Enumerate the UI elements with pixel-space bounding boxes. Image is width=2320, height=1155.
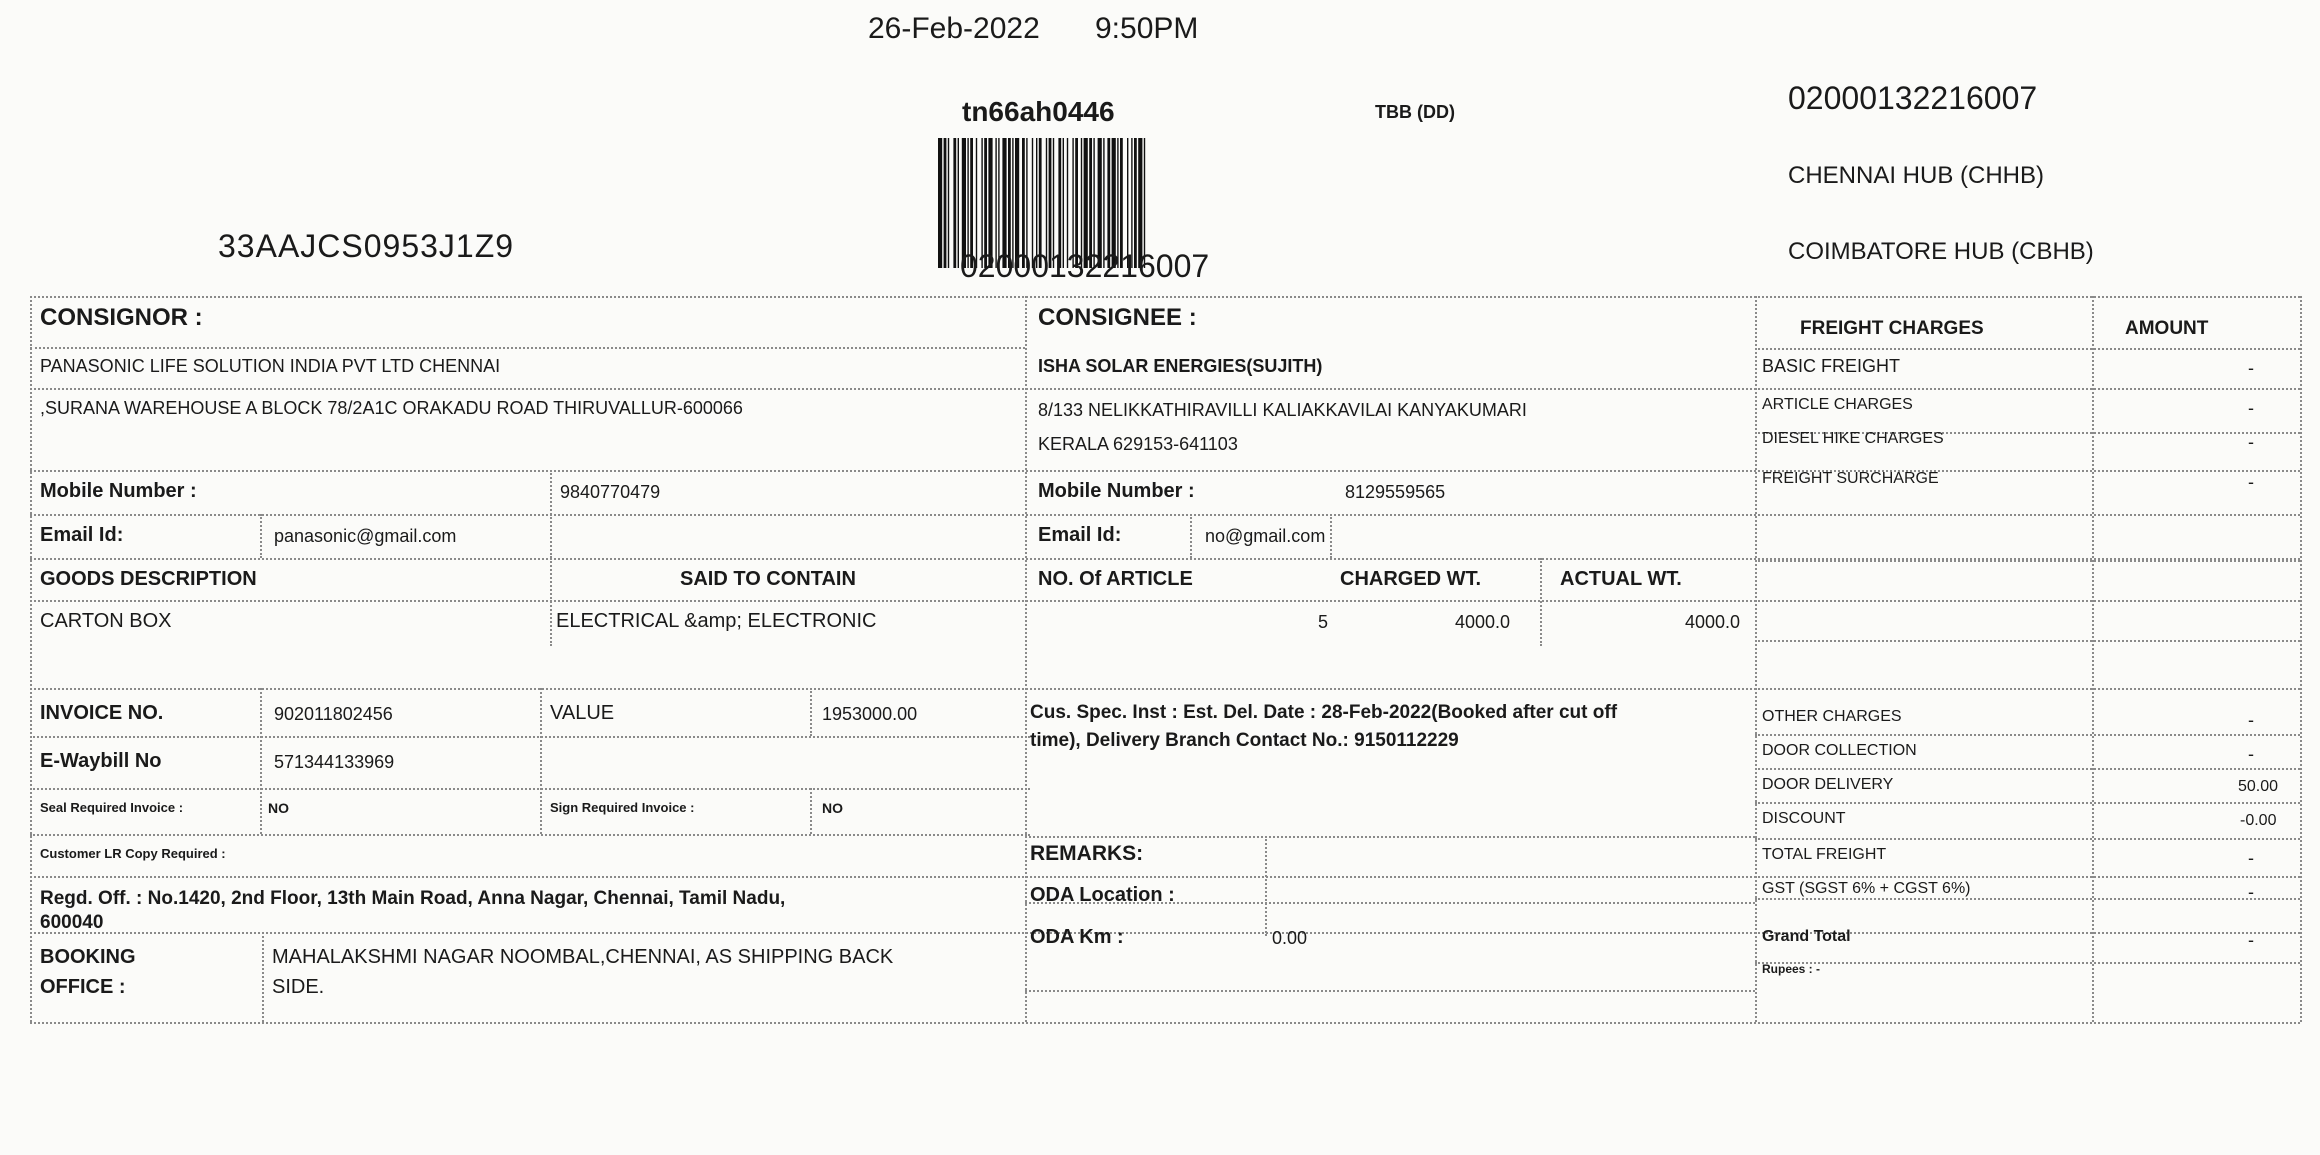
charge-door-collection: DOOR COLLECTION xyxy=(1762,742,1917,759)
gstin: 33AAJCS0953J1Z9 xyxy=(218,228,515,264)
consignee-address-line1: 8/133 NELIKKATHIRAVILLI KALIAKKAVILAI KANYAKUMARI xyxy=(1038,400,1527,420)
oda-location-label: ODA Location : xyxy=(1030,884,1175,906)
payment-type: TBB (DD) xyxy=(1375,102,1455,122)
barcode-bar xyxy=(944,138,947,268)
amount-discount: -0.00 xyxy=(2240,812,2277,829)
registered-office: Regd. Off. : No.1420, 2nd Floor, 13th Main Road, Anna Nagar, Chennai, Tamil Nadu, xyxy=(40,888,786,909)
sign-required-value: NO xyxy=(822,800,843,816)
booking-office-2: SIDE. xyxy=(272,976,325,998)
freight-charges-header: FREIGHT CHARGES xyxy=(1800,318,1984,339)
barcode-number: 02000132216007 xyxy=(960,248,1210,284)
consignor-email-label: Email Id: xyxy=(40,524,124,546)
consignee-mobile-label: Mobile Number : xyxy=(1038,480,1195,502)
charge-door-delivery: DOOR DELIVERY xyxy=(1762,776,1894,793)
origin-hub: CHENNAI HUB (CHHB) xyxy=(1788,162,2045,189)
consignor-address: ,SURANA WAREHOUSE A BLOCK 78/2A1C ORAKADU ROAD THIRUVALLUR-600066 xyxy=(40,398,743,418)
lr-number: 02000132216007 xyxy=(1788,80,2038,116)
charge-other-charges: OTHER CHARGES xyxy=(1762,708,1902,725)
booking-office-label-2: OFFICE : xyxy=(40,976,126,998)
charge-total-freight: TOTAL FREIGHT xyxy=(1762,846,1887,863)
barcode-bar xyxy=(958,138,959,268)
charge-freight-surcharge: FREIGHT SURCHARGE xyxy=(1762,470,1939,487)
consignee-address-line2: KERALA 629153-641103 xyxy=(1038,434,1238,454)
amount-door-collection: - xyxy=(2248,744,2254,764)
consignor-mobile-label: Mobile Number : xyxy=(40,480,197,502)
amount-article-charges: - xyxy=(2248,398,2254,418)
registered-office-pin: 600040 xyxy=(40,912,104,933)
amount-gst: - xyxy=(2248,882,2254,902)
invoice-number: 902011802456 xyxy=(274,704,393,724)
booking-office-1: MAHALAKSHMI NAGAR NOOMBAL,CHENNAI, AS SHIPPING BACK xyxy=(272,946,894,968)
oda-km-label: ODA Km : xyxy=(1030,926,1124,948)
amount-total-freight: - xyxy=(2248,848,2254,868)
seal-required-label: Seal Required Invoice : xyxy=(40,800,184,815)
amount-other-charges: - xyxy=(2248,710,2254,730)
sign-required-label: Sign Required Invoice : xyxy=(550,800,695,815)
barcode-bar xyxy=(953,138,956,268)
articles-count: 5 xyxy=(1318,612,1329,632)
consignee-mobile: 8129559565 xyxy=(1345,482,1446,502)
goods-description-label: GOODS DESCRIPTION xyxy=(40,568,257,590)
consignee-name: ISHA SOLAR ENERGIES(SUJITH) xyxy=(1038,356,1323,376)
articles-label: NO. Of ARTICLE xyxy=(1038,568,1193,590)
remarks-label: REMARKS: xyxy=(1030,842,1144,865)
said-to-contain-label: SAID TO CONTAIN xyxy=(680,568,856,590)
consignor-email: panasonic@gmail.com xyxy=(274,526,457,546)
lr-copy-required-label: Customer LR Copy Required : xyxy=(40,846,226,861)
barcode-bar xyxy=(948,138,949,268)
consignee-heading: CONSIGNEE : xyxy=(1038,304,1197,331)
vehicle-number: tn66ah0446 xyxy=(962,96,1115,127)
oda-km: 0.00 xyxy=(1272,928,1308,948)
goods-description: CARTON BOX xyxy=(40,610,172,632)
consignor-mobile: 9840770479 xyxy=(560,482,661,502)
amount-basic-freight: - xyxy=(2248,358,2254,378)
said-to-contain: ELECTRICAL &amp; ELECTRONIC xyxy=(556,610,877,632)
amount-door-delivery: 50.00 xyxy=(2238,778,2279,795)
barcode-bar xyxy=(938,138,942,268)
charge-gst: GST (SGST 6% + CGST 6%) xyxy=(1762,880,1971,897)
charge-grand-total: Grand Total xyxy=(1762,928,1851,945)
consignee-email-label: Email Id: xyxy=(1038,524,1122,546)
invoice-value: 1953000.00 xyxy=(822,704,918,724)
print-time: 9:50PM xyxy=(1095,12,1199,45)
ewaybill-number: 571344133969 xyxy=(274,752,395,772)
booking-office-label-1: BOOKING xyxy=(40,946,136,968)
charged-weight-label: CHARGED WT. xyxy=(1340,568,1482,590)
actual-weight-label: ACTUAL WT. xyxy=(1560,568,1682,590)
rupees-in-words: Rupees : - xyxy=(1762,962,1821,976)
charge-diesel-hike: DIESEL HIKE CHARGES xyxy=(1762,430,1944,447)
special-instructions-line1: Cus. Spec. Inst : Est. Del. Date : 28-Feb-2022(Booked after cut off xyxy=(1030,702,1618,723)
actual-weight: 4000.0 xyxy=(1685,612,1741,632)
consignor-name: PANASONIC LIFE SOLUTION INDIA PVT LTD CHENNAI xyxy=(40,356,501,376)
charge-basic-freight: BASIC FREIGHT xyxy=(1762,356,1901,376)
charged-weight: 4000.0 xyxy=(1455,612,1511,632)
special-instructions-line2: time), Delivery Branch Contact No.: 9150112229 xyxy=(1030,730,1459,751)
amount-header: AMOUNT xyxy=(2125,318,2209,339)
amount-diesel-hike: - xyxy=(2248,432,2254,452)
print-date: 26-Feb-2022 xyxy=(868,12,1040,45)
charge-article-charges: ARTICLE CHARGES xyxy=(1762,396,1913,413)
consignee-email: no@gmail.com xyxy=(1205,526,1326,546)
seal-required-value: NO xyxy=(268,800,289,816)
value-label: VALUE xyxy=(550,702,615,724)
invoice-label: INVOICE NO. xyxy=(40,702,164,724)
charge-discount: DISCOUNT xyxy=(1762,810,1846,827)
consignor-heading: CONSIGNOR : xyxy=(40,304,203,331)
amount-grand-total: - xyxy=(2248,930,2254,950)
destination-hub: COIMBATORE HUB (CBHB) xyxy=(1788,238,2094,265)
ewaybill-label: E-Waybill No xyxy=(40,750,162,772)
amount-freight-surcharge: - xyxy=(2248,472,2254,492)
